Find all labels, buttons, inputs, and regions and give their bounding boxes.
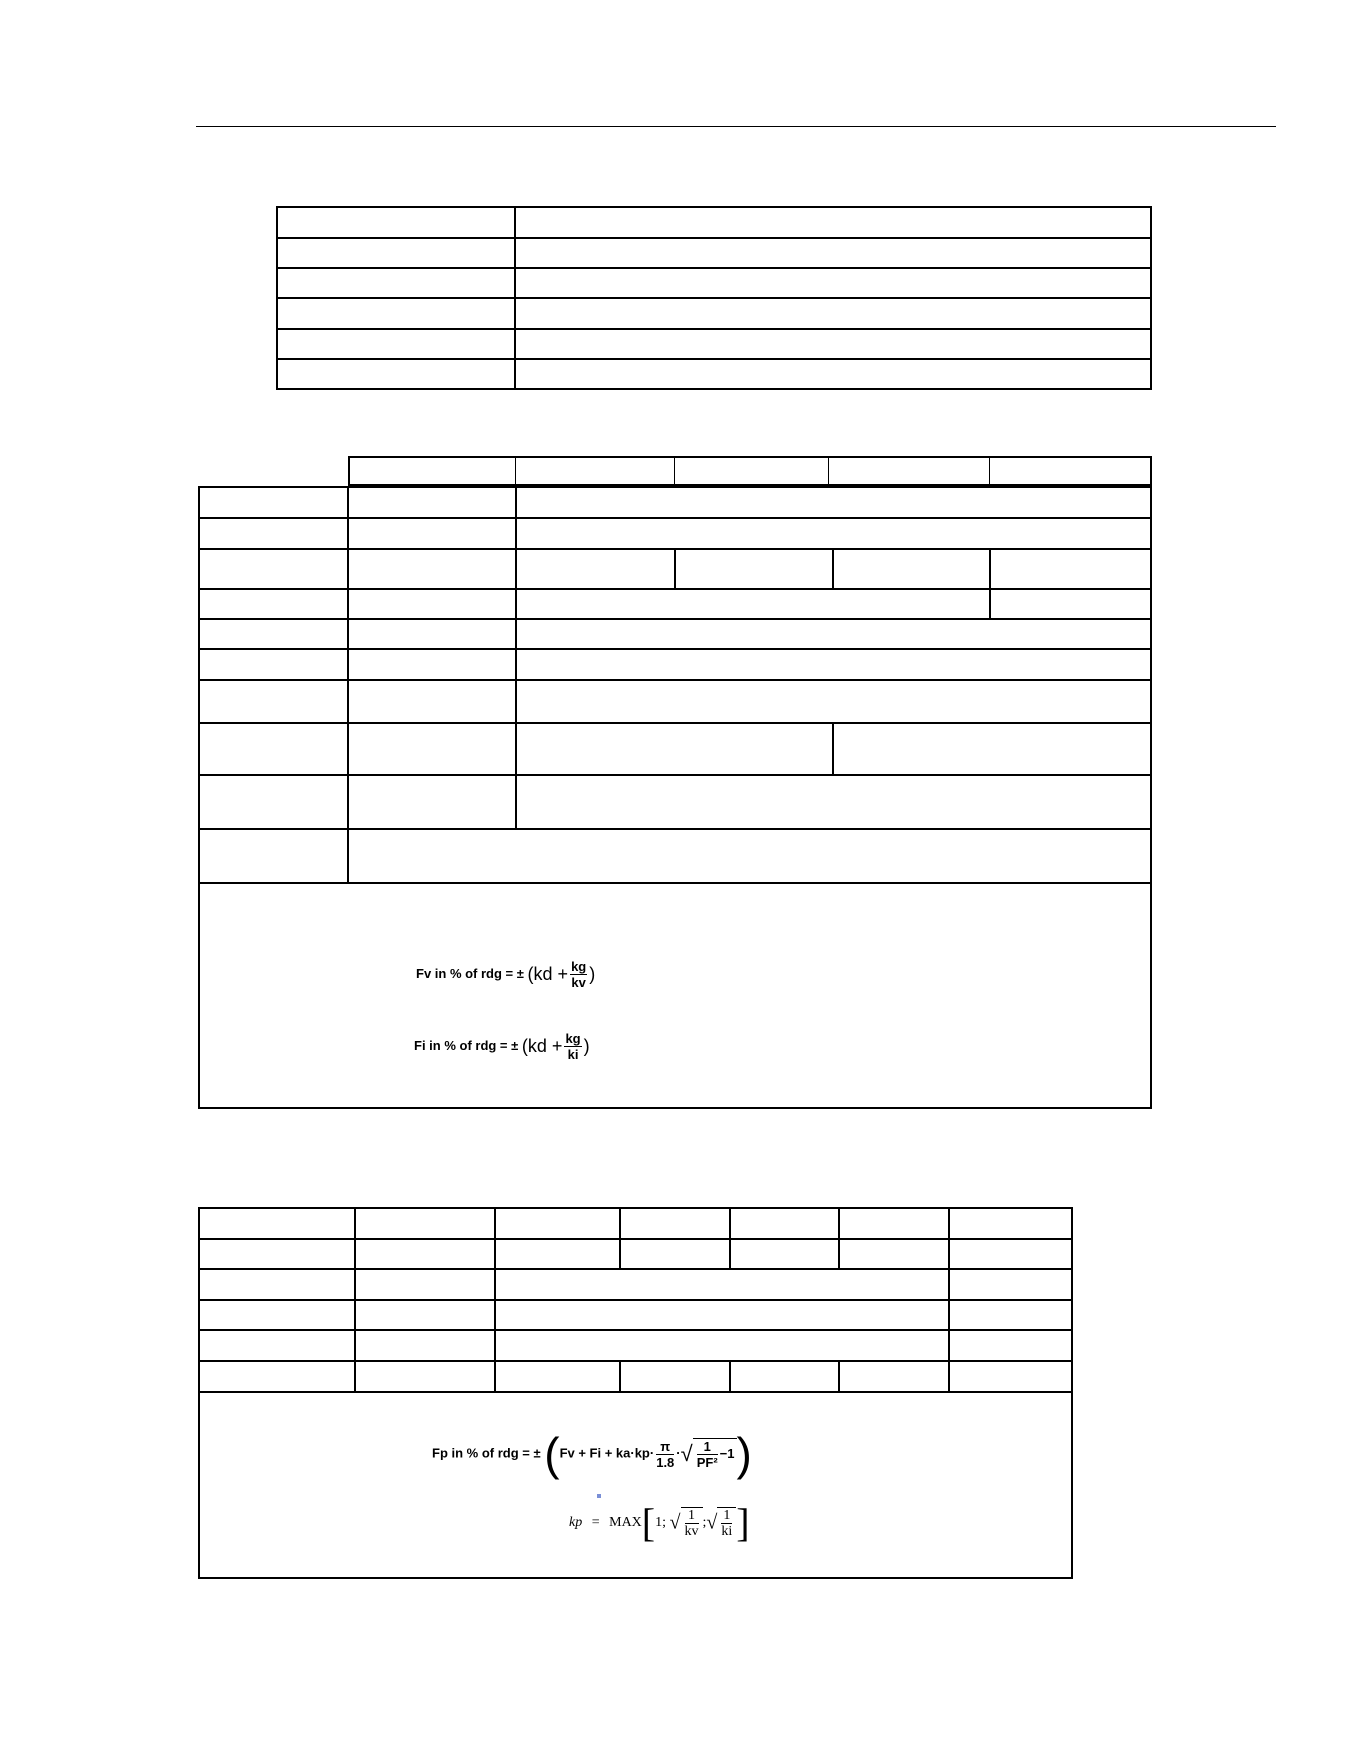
formula-fi [414,1031,590,1062]
table-cell-divider [619,1207,621,1268]
formula-fi-fraction [564,1031,581,1062]
table-row [198,1360,1073,1362]
formula-kp-n1: 1 [685,1508,699,1524]
formula-fi-close: ) [583,1036,590,1056]
formula-kp-lhs: kp [569,1515,583,1531]
table-row [198,648,1152,650]
formula-fv-open: (kd + [527,964,569,984]
table-row [276,358,1152,360]
formula-kp: kp = MAX[1; √ $\frac{1}{kv}$ ;√ $\frac{1}{ki}$ ] [569,1500,750,1545]
formula-fv [416,959,595,990]
formula-fp-sqrt-numerator: 1 [697,1439,718,1455]
table-row [276,328,1152,330]
anchor-marker [597,1494,601,1498]
table-cell-divider [494,1207,496,1391]
formula-fp: Fp in % of rdg = ± (Fv + Fi + ka·kp· $\frac{\pi}{1.8}$ ·√ $\frac{1}{\text{PF²}}$ −1) [432,1428,752,1480]
formula-fv-numerator: kg [571,959,587,974]
formula-kp-d2: ki [721,1524,733,1539]
formula-fp-tail: −1 [719,1445,735,1461]
table-cell-divider [729,1360,731,1391]
table-row [198,618,1152,620]
table-cell-divider [948,1207,950,1391]
table-row [276,267,1152,269]
formula-fv-close: ) [589,964,596,984]
table-row [276,297,1152,299]
formula-kp-fn: MAX [609,1515,642,1531]
table-cell-divider [838,1360,840,1391]
formula-kp-sep: ; [702,1515,707,1531]
table-cell-divider [989,456,990,488]
formula-kp-d1: kv [684,1524,699,1539]
formula-kp-eq: = [591,1515,600,1531]
formula-fi-open: (kd + [521,1036,563,1056]
formula-fp-pi: π [656,1439,674,1455]
table-cell-divider [838,1207,840,1268]
table-row [198,1391,1073,1393]
formula-fi-lhs: Fi in % of rdg = ± [414,1037,519,1053]
table-row [198,588,1152,590]
formula-fv-denominator: kv [571,975,586,990]
formula-fp-sqrt [693,1438,737,1470]
formula-fi-denominator: ki [567,1047,579,1062]
formula-fp-pi-denominator: 1.8 [656,1454,675,1470]
table-cell-divider [989,548,991,618]
table-label-column-divider [347,486,349,884]
table-row [198,1299,1073,1301]
table-row [198,517,1152,519]
table-row [198,722,1152,724]
table-row [198,1268,1073,1270]
table-cell-divider [674,456,675,488]
table-2-header-row [348,456,1152,488]
formula-fi-numerator: kg [565,1031,581,1046]
table-cell-divider [828,456,829,488]
table-row [198,774,1152,776]
table-cell-divider [515,456,516,488]
formula-kp-first: 1; [655,1515,667,1531]
formula-fp-sqrt-denominator: PF² [696,1455,718,1470]
table-cell-divider [619,1360,621,1391]
table-cell-divider [729,1207,731,1268]
table-row [198,882,1152,884]
formula-fv-lhs: Fv in % of rdg = ± [416,965,524,981]
table-row [198,1238,1073,1240]
formula-fp-body: Fv + Fi + ka·kp· [559,1445,655,1461]
header-rule [196,126,1276,127]
table-cell-divider [674,548,676,588]
table-cell-divider [515,486,517,830]
table-row [198,828,1152,830]
formula-fp-lhs: Fp in % of rdg = ± [432,1445,541,1461]
formula-fv-fraction [570,959,587,990]
table-row [198,679,1152,681]
table-cell-divider [832,548,834,588]
formula-kp-n2: 1 [723,1508,731,1523]
table-row [276,237,1152,239]
table-row [198,1329,1073,1331]
table-cell-divider [832,722,834,774]
table-cell-divider [354,1207,356,1391]
formula-fp-pi-fraction [656,1439,674,1470]
